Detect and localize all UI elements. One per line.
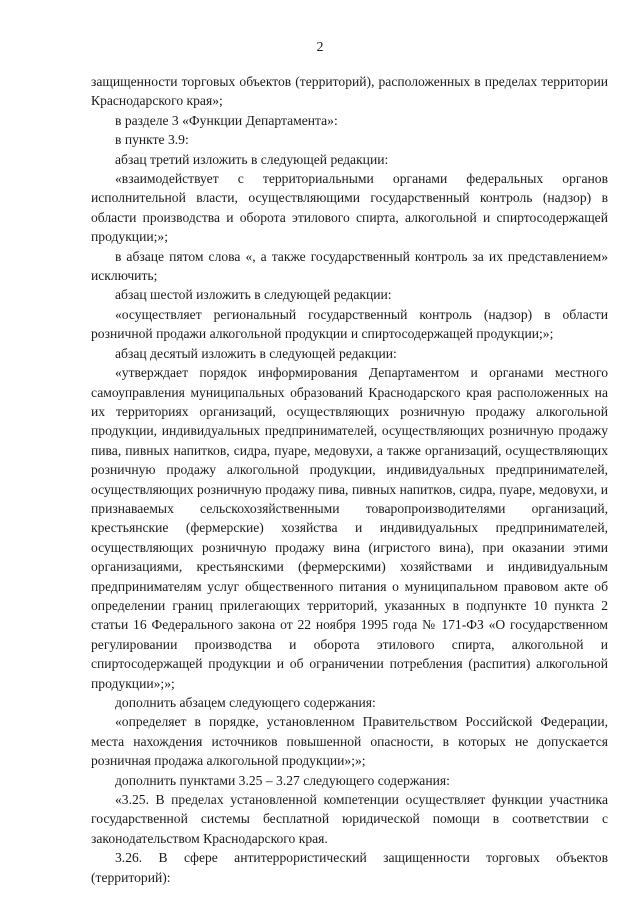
page-number: 2 — [316, 40, 324, 55]
paragraph: защищенности торговых объектов (территорий), расположенных в пределах территории Краснодарского края»; — [91, 74, 608, 109]
paragraph: в пункте 3.9: — [115, 132, 189, 148]
paragraph: дополнить абзацем следующего содержания: — [115, 695, 376, 710]
paragraph: «3.25. В пределах установленной компетенции осуществляет функции участника государственной системы бесплатной юридической помощи в соответствии с законодательством Краснодарского края. — [91, 792, 608, 846]
paragraph: дополнить пунктами 3.25 – 3.27 следующего содержания: — [115, 772, 450, 788]
document-body — [91, 72, 608, 887]
paragraph: абзац третий изложить в следующей редакции: — [115, 151, 389, 167]
paragraph: «определяет в порядке, установленном Правительством Российской Федерации, места нахождения источников повышенной опасности, в которых не допускается розничная продажа алкогольной продукции»;»; — [91, 714, 608, 769]
paragraph: абзац шестой изложить в следующей редакции: — [115, 287, 392, 303]
paragraph: «осуществляет региональный государственный контроль (надзор) в области розничной продажи алкогольной продукции и спиртосодержащей продукции;»; — [91, 306, 608, 342]
paragraph: 3.26. В сфере антитеррористический защищенности торговых объектов (территорий): — [91, 850, 608, 885]
paragraph: «утверждает порядок информирования Департаментом и органами местного самоуправления муниципальных образований Краснодарского края расположенных на их территориях организаций, осуществляющих розничную продажу алкогольной продукции, индивидуальных предпринимателей, осуществляющих розничную продажу пива, пивных напитков, сидра, пуаре, медовухи, а также организаций, осуществляющих розничную продажу алкогольной продукции, индивидуальных предпринимателей, осуществляющих розничную продажу пива, пивных напитков, сидра, пуаре, медовухи, и признаваемых сельскохозяйственными товаропроизводителями организаций, крестьянские (фермерские) хозяйства и индивидуальных предпринимателей, осуществляющих розничную продажу вина (игристого вина), при оказании этими организациями, крестьянскими (фермерскими) хозяйствами и индивидуальным предпринимателям услуг общественного питания о муниципальном правовом акте об определении границ прилегающих территорий, указанных в подпункте 10 пункта 2 статьи 16 Федерального закона от 22 ноября 1995 года № 171-ФЗ «О государственном регулировании производства и оборота этилового спирта, алкогольной и спиртосодержащей продукции и об ограничении потребления (распития) алкогольной продукции»;»; — [91, 365, 608, 691]
paragraph: в разделе 3 «Функции Департамента»: — [115, 112, 338, 128]
paragraph: в абзаце пятом слова «, а также государственный контроль за их представлением» исключить; — [91, 248, 608, 284]
paragraph: абзац десятый изложить в следующей редакции: — [115, 345, 397, 361]
paragraph: «взаимодействует с территориальными органами федеральных органов исполнительной власти, осуществляющими государственный контроль (надзор) в области производства и оборота этилового спирта, алкогольной и спиртосодержащей продукции;»; — [91, 171, 608, 245]
